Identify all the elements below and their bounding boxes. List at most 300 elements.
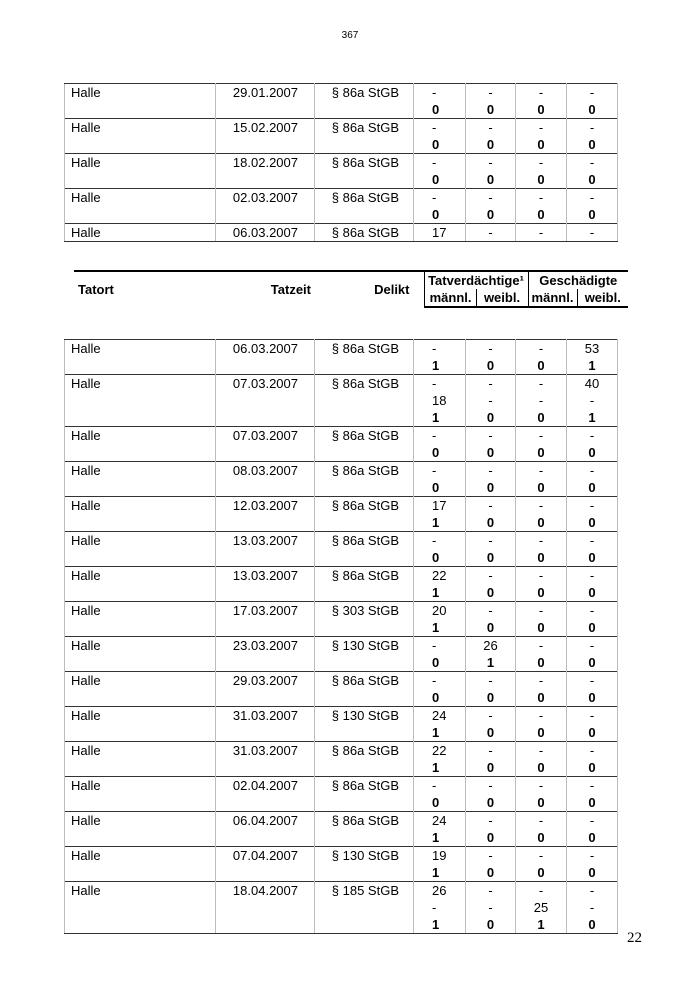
cell-tv-maennl: 1 bbox=[414, 829, 466, 847]
table-row bbox=[65, 427, 618, 445]
cell-tv-weibl: - bbox=[466, 742, 516, 760]
cell-g-weibl: - bbox=[567, 224, 618, 242]
cell-g-weibl: - bbox=[567, 899, 618, 916]
cell-tatort: Halle bbox=[65, 119, 216, 137]
cell-tatzeit bbox=[216, 724, 315, 742]
cell-g-weibl: 1 bbox=[567, 409, 618, 427]
cell-delikt bbox=[315, 409, 414, 427]
cell-delikt: § 86a StGB bbox=[315, 154, 414, 172]
cell-tatort bbox=[65, 549, 216, 567]
table-row bbox=[65, 479, 618, 497]
cell-g-weibl: 0 bbox=[567, 829, 618, 847]
cell-tatzeit: 06.04.2007 bbox=[216, 812, 315, 830]
cell-g-maennl: - bbox=[516, 602, 567, 620]
cell-tv-maennl: - bbox=[414, 777, 466, 795]
cell-g-weibl: 0 bbox=[567, 584, 618, 602]
cell-g-weibl: 0 bbox=[567, 206, 618, 224]
cell-tatzeit: 29.03.2007 bbox=[216, 672, 315, 690]
cell-delikt: § 86a StGB bbox=[315, 119, 414, 137]
cell-g-weibl: 0 bbox=[567, 101, 618, 119]
cell-g-weibl: - bbox=[567, 742, 618, 760]
cell-tatzeit bbox=[216, 392, 315, 409]
header-tatverdaechtige: Tatverdächtige¹ bbox=[424, 271, 528, 289]
cell-tv-maennl: - bbox=[414, 154, 466, 172]
cell-delikt bbox=[315, 899, 414, 916]
cell-delikt bbox=[315, 514, 414, 532]
page-number-top: 367 bbox=[341, 30, 359, 41]
cell-tv-maennl: 0 bbox=[414, 549, 466, 567]
cell-tv-weibl: - bbox=[466, 189, 516, 207]
cell-tatzeit bbox=[216, 171, 315, 189]
table-row bbox=[65, 707, 618, 725]
cell-tatort: Halle bbox=[65, 777, 216, 795]
cell-tatzeit: 07.03.2007 bbox=[216, 427, 315, 445]
cell-delikt: § 86a StGB bbox=[315, 497, 414, 515]
cell-tv-maennl: 17 bbox=[414, 224, 466, 242]
cell-tatzeit: 02.03.2007 bbox=[216, 189, 315, 207]
cell-g-maennl: - bbox=[516, 392, 567, 409]
cell-g-weibl: 0 bbox=[567, 864, 618, 882]
cell-g-weibl: - bbox=[567, 84, 618, 102]
cell-tv-maennl: - bbox=[414, 462, 466, 480]
cell-tv-maennl: - bbox=[414, 672, 466, 690]
table-row bbox=[65, 637, 618, 655]
cell-tv-maennl: 1 bbox=[414, 916, 466, 934]
table-row bbox=[65, 672, 618, 690]
cell-g-maennl: - bbox=[516, 637, 567, 655]
cell-tatzeit: 02.04.2007 bbox=[216, 777, 315, 795]
table-row bbox=[65, 136, 618, 154]
cell-delikt: § 130 StGB bbox=[315, 847, 414, 865]
cell-g-maennl: - bbox=[516, 340, 567, 358]
cell-tatort: Halle bbox=[65, 672, 216, 690]
cell-tatort: Halle bbox=[65, 497, 216, 515]
cell-g-maennl: - bbox=[516, 812, 567, 830]
cell-tv-maennl: 24 bbox=[414, 812, 466, 830]
cell-tv-maennl: 19 bbox=[414, 847, 466, 865]
cell-tv-weibl: 1 bbox=[466, 654, 516, 672]
cell-delikt bbox=[315, 794, 414, 812]
cell-tatzeit: 15.02.2007 bbox=[216, 119, 315, 137]
cell-tv-weibl: - bbox=[466, 119, 516, 137]
cell-g-maennl: 0 bbox=[516, 584, 567, 602]
cell-delikt: § 86a StGB bbox=[315, 84, 414, 102]
cell-tv-weibl: 0 bbox=[466, 136, 516, 154]
cell-tatort bbox=[65, 654, 216, 672]
cell-g-weibl: 0 bbox=[567, 689, 618, 707]
cell-tatzeit bbox=[216, 479, 315, 497]
cell-g-maennl: 0 bbox=[516, 654, 567, 672]
cell-g-weibl: - bbox=[567, 189, 618, 207]
cell-tv-weibl: - bbox=[466, 532, 516, 550]
cell-tv-maennl: 1 bbox=[414, 724, 466, 742]
cell-tatzeit: 17.03.2007 bbox=[216, 602, 315, 620]
cell-tatzeit: 07.03.2007 bbox=[216, 375, 315, 393]
cell-g-weibl: 0 bbox=[567, 549, 618, 567]
header-g-weibl: weibl. bbox=[577, 289, 628, 307]
cell-tv-weibl: 0 bbox=[466, 759, 516, 777]
cell-tv-maennl: 0 bbox=[414, 654, 466, 672]
cell-delikt: § 86a StGB bbox=[315, 224, 414, 242]
cell-tatort: Halle bbox=[65, 375, 216, 393]
table-row bbox=[65, 567, 618, 585]
header-delikt: Delikt bbox=[325, 271, 424, 307]
cell-g-weibl: 40 bbox=[567, 375, 618, 393]
cell-tv-weibl: - bbox=[466, 882, 516, 900]
cell-delikt bbox=[315, 101, 414, 119]
cell-tatort: Halle bbox=[65, 340, 216, 358]
cell-g-maennl: 0 bbox=[516, 101, 567, 119]
cell-g-weibl: - bbox=[567, 602, 618, 620]
cell-tv-maennl: 0 bbox=[414, 444, 466, 462]
cell-g-weibl: - bbox=[567, 462, 618, 480]
cell-g-maennl: 0 bbox=[516, 409, 567, 427]
cell-tatzeit bbox=[216, 357, 315, 375]
cell-tv-maennl: - bbox=[414, 899, 466, 916]
table-row bbox=[65, 584, 618, 602]
cell-tatort: Halle bbox=[65, 602, 216, 620]
table-row bbox=[65, 409, 618, 427]
table-row bbox=[65, 864, 618, 882]
cell-delikt bbox=[315, 549, 414, 567]
cell-g-weibl: 0 bbox=[567, 514, 618, 532]
cell-tv-weibl: 0 bbox=[466, 724, 516, 742]
table-row bbox=[65, 340, 618, 358]
table-row bbox=[65, 847, 618, 865]
cell-tatzeit: 07.04.2007 bbox=[216, 847, 315, 865]
cell-tatort bbox=[65, 479, 216, 497]
cell-g-maennl: 0 bbox=[516, 479, 567, 497]
cell-tatort bbox=[65, 357, 216, 375]
cell-tatort bbox=[65, 206, 216, 224]
cell-tatzeit: 12.03.2007 bbox=[216, 497, 315, 515]
cell-g-maennl: - bbox=[516, 189, 567, 207]
cell-tatzeit bbox=[216, 206, 315, 224]
cell-tv-weibl: 0 bbox=[466, 584, 516, 602]
cell-tatzeit: 08.03.2007 bbox=[216, 462, 315, 480]
cell-g-maennl: 0 bbox=[516, 794, 567, 812]
cell-tatzeit: 31.03.2007 bbox=[216, 742, 315, 760]
table-row bbox=[65, 206, 618, 224]
table-row bbox=[65, 497, 618, 515]
cell-tv-maennl: - bbox=[414, 427, 466, 445]
cell-tatzeit: 18.04.2007 bbox=[216, 882, 315, 900]
cell-g-weibl: 0 bbox=[567, 794, 618, 812]
cell-tatort bbox=[65, 724, 216, 742]
cell-tatort: Halle bbox=[65, 882, 216, 900]
cell-tatort bbox=[65, 584, 216, 602]
cell-delikt bbox=[315, 619, 414, 637]
cell-tatzeit bbox=[216, 584, 315, 602]
table-row bbox=[65, 882, 618, 900]
cell-g-weibl: - bbox=[567, 154, 618, 172]
cell-g-weibl: 0 bbox=[567, 724, 618, 742]
cell-tv-maennl: - bbox=[414, 189, 466, 207]
cell-tv-weibl: 0 bbox=[466, 101, 516, 119]
table-row bbox=[65, 119, 618, 137]
cell-g-maennl: 0 bbox=[516, 689, 567, 707]
cell-g-weibl: - bbox=[567, 119, 618, 137]
cell-tatort bbox=[65, 171, 216, 189]
cell-delikt bbox=[315, 479, 414, 497]
cell-delikt bbox=[315, 171, 414, 189]
cell-delikt bbox=[315, 864, 414, 882]
header-tv-maennl: männl. bbox=[424, 289, 476, 307]
cell-tatort: Halle bbox=[65, 154, 216, 172]
cell-tatzeit: 31.03.2007 bbox=[216, 707, 315, 725]
cell-delikt bbox=[315, 724, 414, 742]
cell-delikt bbox=[315, 759, 414, 777]
cell-g-weibl: - bbox=[567, 567, 618, 585]
records-table-1 bbox=[64, 83, 618, 242]
cell-tatort: Halle bbox=[65, 189, 216, 207]
cell-g-maennl: 0 bbox=[516, 136, 567, 154]
cell-tv-weibl: 0 bbox=[466, 794, 516, 812]
cell-g-weibl: 0 bbox=[567, 916, 618, 934]
cell-tv-weibl: 0 bbox=[466, 549, 516, 567]
cell-tv-maennl: 0 bbox=[414, 206, 466, 224]
cell-delikt: § 86a StGB bbox=[315, 427, 414, 445]
column-header bbox=[74, 270, 628, 308]
table-row bbox=[65, 514, 618, 532]
cell-g-maennl: - bbox=[516, 119, 567, 137]
cell-tv-weibl: - bbox=[466, 602, 516, 620]
cell-tatzeit bbox=[216, 864, 315, 882]
cell-tv-maennl: - bbox=[414, 119, 466, 137]
cell-tv-weibl: - bbox=[466, 340, 516, 358]
cell-tv-maennl: 0 bbox=[414, 794, 466, 812]
cell-tatort bbox=[65, 409, 216, 427]
table-row bbox=[65, 916, 618, 934]
cell-tv-maennl: - bbox=[414, 340, 466, 358]
cell-g-maennl: - bbox=[516, 462, 567, 480]
cell-tatort: Halle bbox=[65, 224, 216, 242]
cell-tatzeit bbox=[216, 654, 315, 672]
cell-tv-weibl: 0 bbox=[466, 479, 516, 497]
cell-delikt bbox=[315, 916, 414, 934]
cell-tatort: Halle bbox=[65, 532, 216, 550]
cell-tv-weibl: 0 bbox=[466, 916, 516, 934]
table-row bbox=[65, 189, 618, 207]
cell-tatort bbox=[65, 619, 216, 637]
cell-g-maennl: - bbox=[516, 224, 567, 242]
cell-tatzeit bbox=[216, 101, 315, 119]
cell-delikt bbox=[315, 654, 414, 672]
cell-tv-maennl: 20 bbox=[414, 602, 466, 620]
cell-g-weibl: - bbox=[567, 847, 618, 865]
cell-tatort bbox=[65, 689, 216, 707]
cell-tv-maennl: 22 bbox=[414, 742, 466, 760]
cell-delikt: § 86a StGB bbox=[315, 812, 414, 830]
cell-tv-maennl: 1 bbox=[414, 584, 466, 602]
cell-delikt: § 86a StGB bbox=[315, 777, 414, 795]
table-row bbox=[65, 462, 618, 480]
cell-g-maennl: - bbox=[516, 777, 567, 795]
header-geschaedigte: Geschädigte bbox=[528, 271, 628, 289]
cell-tv-weibl: 0 bbox=[466, 206, 516, 224]
cell-tv-maennl: 26 bbox=[414, 882, 466, 900]
header-tatort: Tatort bbox=[74, 271, 222, 307]
cell-g-maennl: - bbox=[516, 882, 567, 900]
cell-tv-maennl: 0 bbox=[414, 171, 466, 189]
cell-g-weibl: 0 bbox=[567, 171, 618, 189]
cell-g-maennl: 0 bbox=[516, 514, 567, 532]
cell-g-weibl: - bbox=[567, 707, 618, 725]
cell-g-weibl: - bbox=[567, 392, 618, 409]
cell-tatzeit bbox=[216, 619, 315, 637]
cell-tatort bbox=[65, 916, 216, 934]
cell-tv-maennl: - bbox=[414, 532, 466, 550]
cell-g-weibl: - bbox=[567, 812, 618, 830]
cell-tv-weibl: - bbox=[466, 84, 516, 102]
header-tatzeit: Tatzeit bbox=[222, 271, 325, 307]
cell-g-weibl: - bbox=[567, 777, 618, 795]
cell-tatort: Halle bbox=[65, 567, 216, 585]
cell-delikt bbox=[315, 136, 414, 154]
table-row bbox=[65, 357, 618, 375]
cell-tv-weibl: 0 bbox=[466, 619, 516, 637]
table-row bbox=[65, 84, 618, 102]
cell-g-weibl: 0 bbox=[567, 759, 618, 777]
table-row bbox=[65, 899, 618, 916]
cell-tatort: Halle bbox=[65, 427, 216, 445]
cell-g-weibl: 0 bbox=[567, 619, 618, 637]
cell-tatort bbox=[65, 392, 216, 409]
cell-tatort bbox=[65, 829, 216, 847]
cell-tv-maennl: - bbox=[414, 375, 466, 393]
cell-tv-maennl: 1 bbox=[414, 759, 466, 777]
cell-tatzeit: 06.03.2007 bbox=[216, 340, 315, 358]
cell-delikt bbox=[315, 357, 414, 375]
cell-g-maennl: 0 bbox=[516, 829, 567, 847]
table-row bbox=[65, 654, 618, 672]
cell-tatzeit bbox=[216, 794, 315, 812]
cell-delikt: § 303 StGB bbox=[315, 602, 414, 620]
cell-g-weibl: - bbox=[567, 532, 618, 550]
cell-tv-maennl: 1 bbox=[414, 619, 466, 637]
cell-g-maennl: - bbox=[516, 154, 567, 172]
table-row bbox=[65, 759, 618, 777]
cell-tv-maennl: 0 bbox=[414, 689, 466, 707]
table-row bbox=[65, 619, 618, 637]
cell-tatort: Halle bbox=[65, 707, 216, 725]
cell-tv-weibl: 0 bbox=[466, 409, 516, 427]
cell-g-maennl: 0 bbox=[516, 619, 567, 637]
table-row bbox=[65, 777, 618, 795]
header-g-maennl: männl. bbox=[528, 289, 577, 307]
cell-g-maennl: 0 bbox=[516, 724, 567, 742]
cell-tv-maennl: - bbox=[414, 84, 466, 102]
cell-delikt: § 86a StGB bbox=[315, 532, 414, 550]
cell-g-maennl: 0 bbox=[516, 444, 567, 462]
cell-delikt: § 86a StGB bbox=[315, 462, 414, 480]
cell-g-maennl: - bbox=[516, 847, 567, 865]
cell-tatort: Halle bbox=[65, 84, 216, 102]
cell-delikt: § 130 StGB bbox=[315, 637, 414, 655]
cell-tv-maennl: 1 bbox=[414, 357, 466, 375]
cell-tatzeit: 06.03.2007 bbox=[216, 224, 315, 242]
cell-tv-weibl: 0 bbox=[466, 444, 516, 462]
cell-delikt: § 86a StGB bbox=[315, 672, 414, 690]
cell-tatzeit: 18.02.2007 bbox=[216, 154, 315, 172]
cell-tv-maennl: 1 bbox=[414, 409, 466, 427]
cell-tatzeit: 13.03.2007 bbox=[216, 567, 315, 585]
cell-tv-weibl: - bbox=[466, 462, 516, 480]
cell-tatort bbox=[65, 864, 216, 882]
cell-g-weibl: 0 bbox=[567, 654, 618, 672]
cell-tv-maennl: 1 bbox=[414, 514, 466, 532]
cell-tv-weibl: 0 bbox=[466, 171, 516, 189]
cell-g-maennl: - bbox=[516, 375, 567, 393]
cell-tv-weibl: - bbox=[466, 899, 516, 916]
cell-tatzeit bbox=[216, 514, 315, 532]
cell-tv-weibl: - bbox=[466, 392, 516, 409]
cell-g-maennl: 0 bbox=[516, 171, 567, 189]
cell-g-maennl: - bbox=[516, 427, 567, 445]
table-row bbox=[65, 171, 618, 189]
cell-tv-maennl: 22 bbox=[414, 567, 466, 585]
cell-g-weibl: - bbox=[567, 497, 618, 515]
cell-tv-maennl: 17 bbox=[414, 497, 466, 515]
cell-delikt: § 86a StGB bbox=[315, 340, 414, 358]
cell-g-maennl: 25 bbox=[516, 899, 567, 916]
cell-g-maennl: - bbox=[516, 532, 567, 550]
cell-tatort bbox=[65, 899, 216, 916]
cell-tv-maennl: 0 bbox=[414, 101, 466, 119]
cell-delikt: § 86a StGB bbox=[315, 567, 414, 585]
cell-g-maennl: - bbox=[516, 707, 567, 725]
records-table-2 bbox=[64, 339, 618, 934]
cell-tv-maennl: 0 bbox=[414, 479, 466, 497]
cell-delikt: § 86a StGB bbox=[315, 375, 414, 393]
page-number-bottom: 22 bbox=[627, 930, 642, 946]
cell-g-maennl: 1 bbox=[516, 916, 567, 934]
cell-g-maennl: 0 bbox=[516, 864, 567, 882]
table-row bbox=[65, 689, 618, 707]
cell-tv-weibl: 0 bbox=[466, 829, 516, 847]
table-row bbox=[65, 794, 618, 812]
cell-tv-maennl: - bbox=[414, 637, 466, 655]
cell-tatzeit: 13.03.2007 bbox=[216, 532, 315, 550]
cell-tv-weibl: - bbox=[466, 847, 516, 865]
cell-delikt bbox=[315, 584, 414, 602]
cell-tatort: Halle bbox=[65, 742, 216, 760]
cell-g-maennl: 0 bbox=[516, 549, 567, 567]
cell-tv-weibl: - bbox=[466, 224, 516, 242]
cell-g-weibl: - bbox=[567, 637, 618, 655]
cell-g-maennl: - bbox=[516, 742, 567, 760]
cell-tv-weibl: - bbox=[466, 154, 516, 172]
cell-tv-weibl: - bbox=[466, 672, 516, 690]
cell-tatort: Halle bbox=[65, 462, 216, 480]
cell-g-maennl: - bbox=[516, 672, 567, 690]
cell-tv-maennl: 1 bbox=[414, 864, 466, 882]
cell-delikt: § 86a StGB bbox=[315, 189, 414, 207]
cell-tv-weibl: 26 bbox=[466, 637, 516, 655]
cell-tatort: Halle bbox=[65, 637, 216, 655]
cell-tatzeit bbox=[216, 916, 315, 934]
table-row bbox=[65, 549, 618, 567]
cell-tatzeit bbox=[216, 409, 315, 427]
table-row bbox=[65, 101, 618, 119]
cell-tv-maennl: 18 bbox=[414, 392, 466, 409]
table-row bbox=[65, 392, 618, 409]
cell-tatort bbox=[65, 136, 216, 154]
cell-delikt bbox=[315, 829, 414, 847]
cell-delikt bbox=[315, 392, 414, 409]
cell-tv-weibl: 0 bbox=[466, 689, 516, 707]
cell-delikt: § 86a StGB bbox=[315, 742, 414, 760]
